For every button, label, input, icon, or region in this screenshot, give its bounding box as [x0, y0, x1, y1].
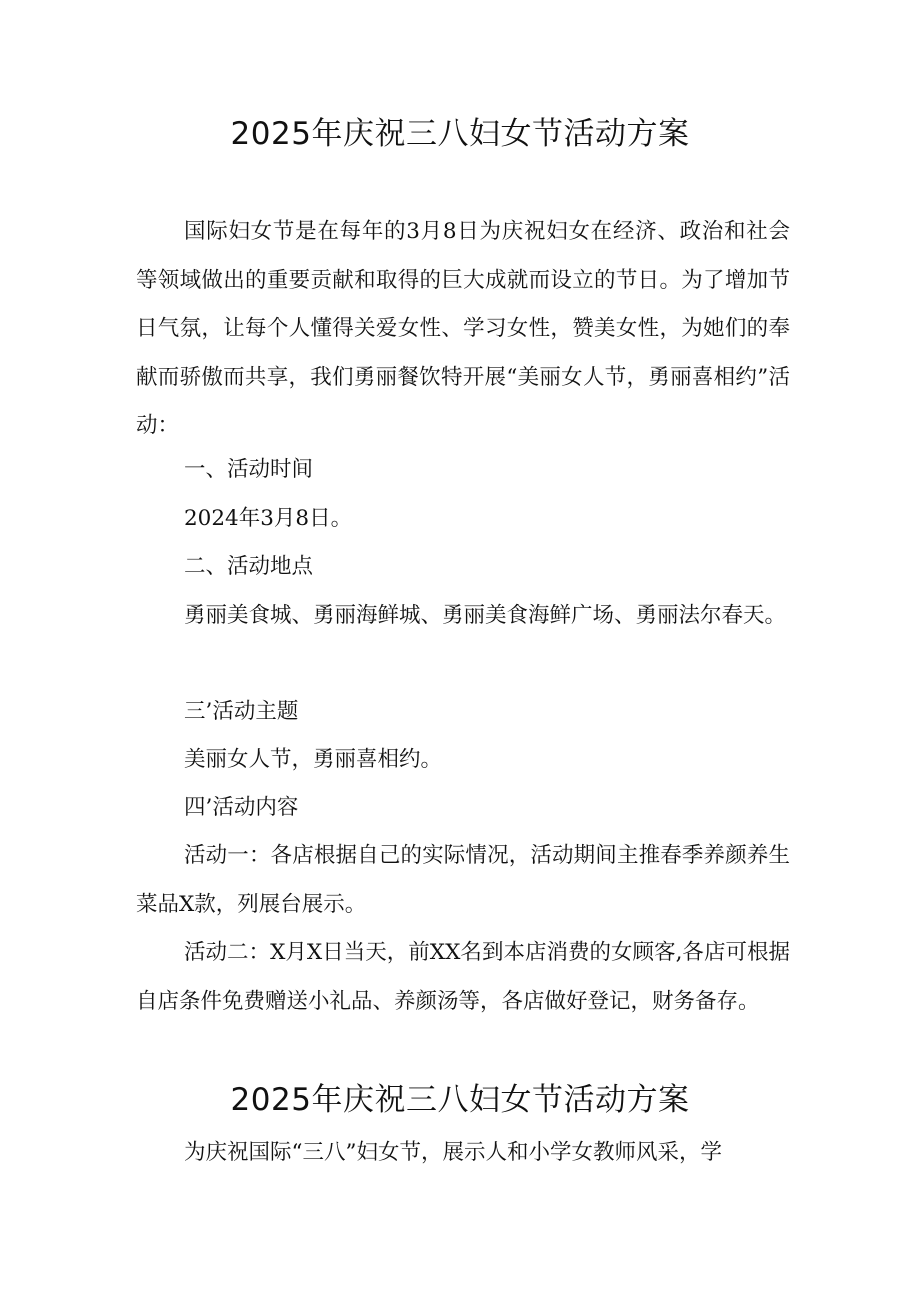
document-title: 2025年庆祝三八妇女节活动方案	[230, 116, 690, 152]
intro-paragraph: 国际妇女节是在每年的3月8日为庆祝妇女在经济、政治和社会等领域做出的重要贡献和取得的巨大成就而设立的节日。为了增加节日气氛，让每个人懂得关爱女性、学习女性，赞美女性，为她们的奉献而骄傲而共享，我们勇丽餐饮特开展“美丽女人节，勇丽喜相约”活动：	[136, 219, 790, 438]
activity-one-block	[136, 832, 790, 929]
section-heading-time: 一、活动时间	[184, 457, 314, 482]
section-text-time: 2024年3月8日。	[184, 506, 353, 531]
intro-paragraph-block	[136, 208, 790, 451]
activity-one-paragraph: 活动一：各店根据自己的实际情况，活动期间主推春季养颜养生菜品X款，列展台展示。	[136, 843, 790, 917]
activity-two-block	[136, 929, 790, 1026]
section-text-location: 勇丽美食城、勇丽海鲜城、勇丽美食海鲜广场、勇丽法尔春天。	[184, 603, 787, 628]
location-paragraph-block	[136, 592, 790, 641]
second-intro-line: 为庆祝国际“三八”妇女节，展示人和小学女教师风采，学	[184, 1140, 722, 1165]
section-heading-location: 二、活动地点	[184, 554, 314, 579]
section-heading-content: 四’活动内容	[184, 795, 299, 820]
section-text-theme: 美丽女人节，勇丽喜相约。	[184, 747, 443, 772]
activity-two-paragraph: 活动二：X月X日当天，前XX名到本店消费的女顾客,各店可根据自店条件免费赠送小礼品、养颜汤等，各店做好登记，财务备存。	[136, 940, 790, 1014]
section-heading-theme: 三’活动主题	[184, 699, 299, 724]
second-document-title: 2025年庆祝三八妇女节活动方案	[230, 1082, 690, 1118]
